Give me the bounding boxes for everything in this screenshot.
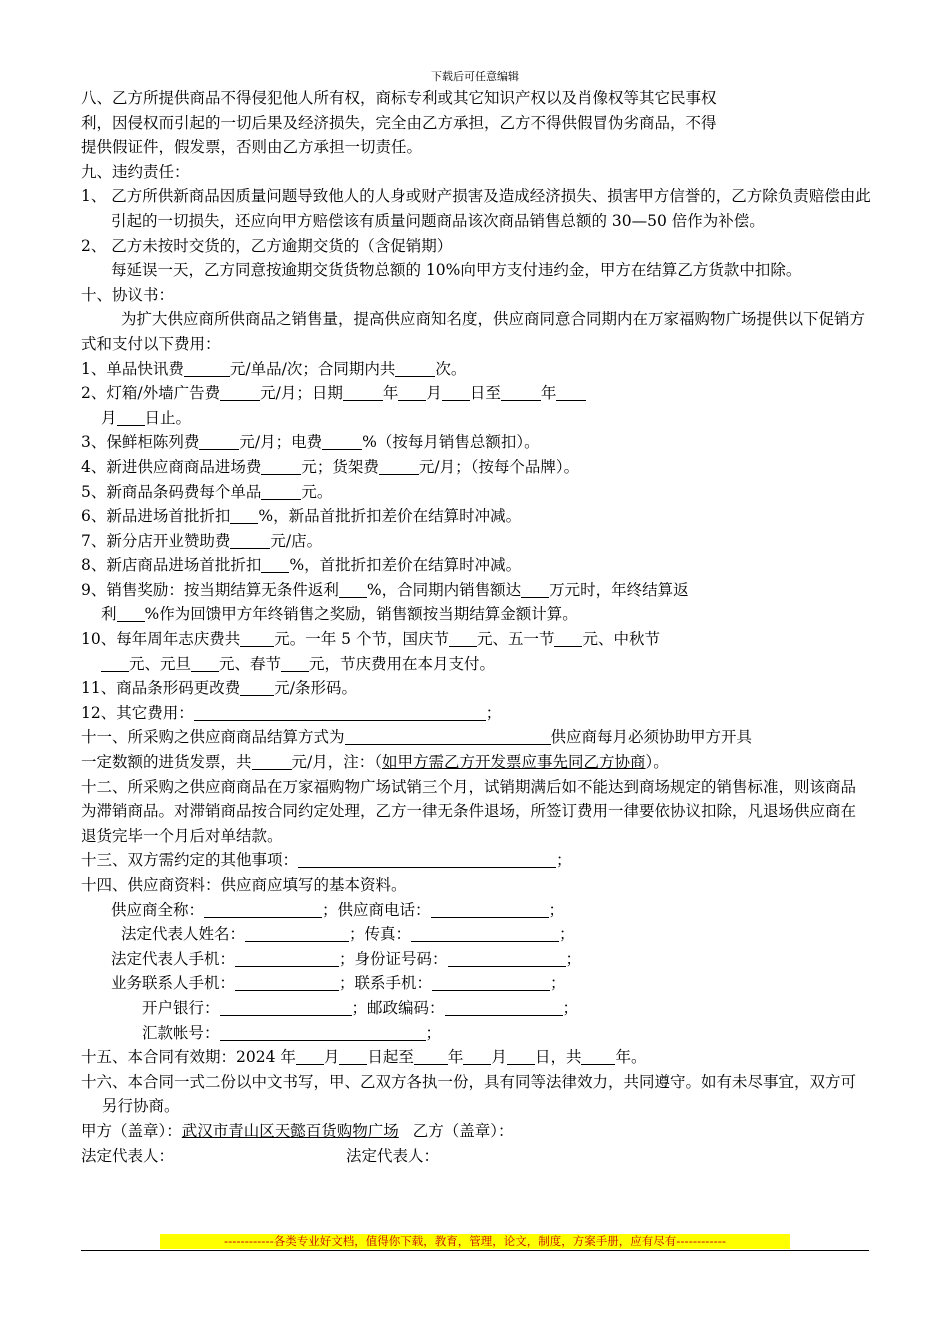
blank-field[interactable] — [235, 973, 339, 991]
fee-item-8: 8、新店商品进场首批折扣 %，首批折扣差价在结算时冲减。 — [81, 556, 522, 575]
clause-8-line-3: 提供假证件，假发票，否则由乙方承担一切责任。 — [81, 138, 423, 157]
fee-item-5: 5、新商品条码费每个单品 元。 — [81, 482, 333, 501]
blank-field[interactable] — [261, 457, 301, 475]
supplier-form-row-3: 法定代表人手机： ；身份证号码： ； — [111, 949, 582, 968]
fee-item-1: 1、单品快讯费 元/单品/次；合同期内共 次。 — [81, 359, 467, 378]
legal-rep-line: 法定代表人： 法定代表人： — [81, 1146, 440, 1165]
clause-9-item-1: 1、 乙方所供新商品因质量问题导致他人的人身或财产损害及造成经济损失、损害甲方信誉的，乙方除负责赔偿由此引起的一切损失，还应向甲方赔偿该有质量问题商品该次商品销售总额的 30—50 倍作为补偿。 — [81, 187, 871, 230]
fee-item-11: 11、商品条形码更改费 元/条形码。 — [81, 679, 357, 698]
blank-field[interactable] — [261, 555, 289, 573]
footer-banner: ------------各类专业好文档，值得你下载，教育，管理，论文，制度，方案手册，应有尽有------------ — [160, 1234, 790, 1249]
supplier-form-row-2: 法定代表人姓名： ；传真： ； — [121, 925, 575, 944]
fee-item-9: 9、销售奖励：按当期结算无条件返利 %，合同期内销售额达 万元时，年终结算返 — [81, 580, 689, 599]
blank-field[interactable] — [339, 580, 367, 598]
supplier-form-row-1: 供应商全称： ；供应商电话： ； — [111, 900, 565, 919]
blank-field[interactable] — [507, 1047, 535, 1065]
blank-field[interactable] — [184, 359, 230, 377]
blank-field[interactable] — [117, 408, 145, 426]
blank-field[interactable] — [521, 580, 549, 598]
blank-field[interactable] — [220, 998, 352, 1016]
blank-field[interactable] — [556, 383, 586, 401]
clause-12: 十二、所采购之供应商商品在万家福购物广场试销三个月，试销期满后如不能达到商场规定的销售标准，则该商品为滞销商品。对滞销商品按合同约定处理，乙方一律无条件退场，所签订费用一律要依协议扣除，凡退场供应商在退货完毕一个月后对单结款。 — [81, 777, 857, 845]
fee-item-2-cont: 月 日止。 — [101, 408, 192, 427]
supplier-form-row-4: 业务联系人手机： ；联系手机： ； — [111, 974, 566, 993]
blank-field[interactable] — [245, 924, 349, 942]
page-header: 下载后可任意编辑 — [431, 70, 519, 83]
blank-field[interactable] — [414, 1047, 448, 1065]
clause-11-line-2: 一定数额的进货发票，共 元/月，注：（如甲方需乙方开发票应事先同乙方协商）。 — [81, 753, 669, 772]
blank-field[interactable] — [554, 629, 582, 647]
blank-field[interactable] — [199, 432, 239, 450]
blank-field[interactable] — [463, 1047, 491, 1065]
blank-field[interactable] — [261, 482, 301, 500]
clause-10-intro: 为扩大供应商所供商品之销售量，提高供应商知名度，供应商同意合同期内在万家福购物广场提供以下促销方式和支付以下费用： — [81, 310, 866, 353]
blank-field[interactable] — [298, 850, 556, 868]
blank-field[interactable] — [230, 531, 270, 549]
blank-field[interactable] — [281, 654, 309, 672]
blank-field[interactable] — [339, 1047, 367, 1065]
blank-field[interactable] — [194, 703, 486, 721]
blank-field[interactable] — [395, 359, 435, 377]
fee-item-4: 4、新进供应商商品进场费 元；货架费 元/月；（按每个品牌）。 — [81, 457, 580, 476]
signature-party-line: 甲方（盖章）：武汉市青山区天懿百货购物广场 乙方（盖章）： — [81, 1121, 514, 1140]
contract-body — [81, 86, 871, 1168]
blank-field[interactable] — [240, 678, 274, 696]
supplier-form-row-6: 汇款帐号： ； — [142, 1023, 442, 1042]
blank-field[interactable] — [448, 949, 566, 967]
fee-item-12: 12、其它费用： ； — [81, 703, 502, 722]
blank-field[interactable] — [235, 949, 339, 967]
blank-field[interactable] — [432, 973, 550, 991]
blank-field[interactable] — [240, 629, 274, 647]
blank-field[interactable] — [101, 654, 129, 672]
fee-item-9-cont: 利 %作为回馈甲方年终销售之奖励，销售额按当期结算金额计算。 — [101, 605, 578, 624]
blank-field[interactable] — [191, 654, 219, 672]
blank-field[interactable] — [379, 457, 419, 475]
blank-field[interactable] — [220, 1023, 426, 1041]
clause-11-line-1: 十一、所采购之供应商商品结算方式为 供应商每月必须协助甲方开具 — [81, 728, 753, 747]
blank-field[interactable] — [322, 432, 362, 450]
blank-field[interactable] — [345, 727, 551, 745]
footer-rule — [81, 1250, 869, 1251]
fee-item-2: 2、灯箱/外墙广告费 元/月；日期 年 月 日至 年 — [81, 381, 871, 406]
blank-field[interactable] — [501, 383, 541, 401]
clause-9-heading: 九、违约责任： — [81, 162, 190, 181]
blank-field[interactable] — [204, 900, 322, 918]
blank-field[interactable] — [431, 900, 549, 918]
supplier-form-row-5: 开户银行： ；邮政编码： ； — [142, 998, 579, 1017]
fee-item-10: 10、每年周年志庆费共 元。一年 5 个节，国庆节 元、五一节 元、中秋节 — [81, 630, 660, 649]
blank-field[interactable] — [252, 752, 292, 770]
blank-field[interactable] — [581, 1047, 615, 1065]
blank-field[interactable] — [230, 506, 258, 524]
blank-field[interactable] — [220, 383, 260, 401]
fee-item-3: 3、保鲜柜陈列费 元/月；电费 %（按每月销售总额扣）。 — [81, 433, 540, 452]
fee-item-7: 7、新分店开业赞助费 元/店。 — [81, 531, 323, 550]
clause-9-item-2-detail: 每延误一天，乙方同意按逾期交货货物总额的 10%向甲方支付违约金，甲方在结算乙方货款中扣除。 — [111, 261, 802, 280]
blank-field[interactable] — [398, 383, 426, 401]
clause-13: 十三、双方需约定的其他事项： ； — [81, 851, 572, 870]
blank-field[interactable] — [449, 629, 477, 647]
blank-field[interactable] — [296, 1047, 324, 1065]
clause-16: 十六、本合同一式二份以中文书写，甲、乙双方各执一份，具有同等法律效力，共同遵守。如有未尽事宜，双方可另行协商。 — [81, 1072, 857, 1116]
clause-14-heading: 十四、供应商资料：供应商应填写的基本资料。 — [81, 876, 407, 894]
clause-15: 十五、本合同有效期：2024 年 月 日起至 年 月 日，共 年。 — [81, 1048, 647, 1067]
clause-8-line-1: 八、乙方所提供商品不得侵犯他人所有权，商标专利或其它知识产权以及肖像权等其它民事权 — [81, 89, 717, 107]
party-a-name: 武汉市青山区天懿百货购物广场 — [181, 1121, 399, 1140]
clause-10-heading: 十、协议书： — [81, 285, 175, 304]
blank-field[interactable] — [411, 924, 559, 942]
fee-item-6: 6、新品进场首批折扣 %，新品首批折扣差价在结算时冲减。 — [81, 507, 522, 526]
blank-field[interactable] — [117, 604, 145, 622]
clause-8-line-2: 利，因侵权而引起的一切后果及经济损失，完全由乙方承担，乙方不得供假冒伪劣商品，不得 — [81, 113, 717, 132]
fee-item-10-cont: 元、元旦 元、春节 元，节庆费用在本月支付。 — [81, 652, 871, 677]
blank-field[interactable] — [343, 383, 383, 401]
blank-field[interactable] — [445, 998, 563, 1016]
blank-field[interactable] — [442, 383, 470, 401]
clause-9-item-2: 2、 乙方未按时交货的，乙方逾期交货的（含促销期） — [81, 236, 453, 255]
